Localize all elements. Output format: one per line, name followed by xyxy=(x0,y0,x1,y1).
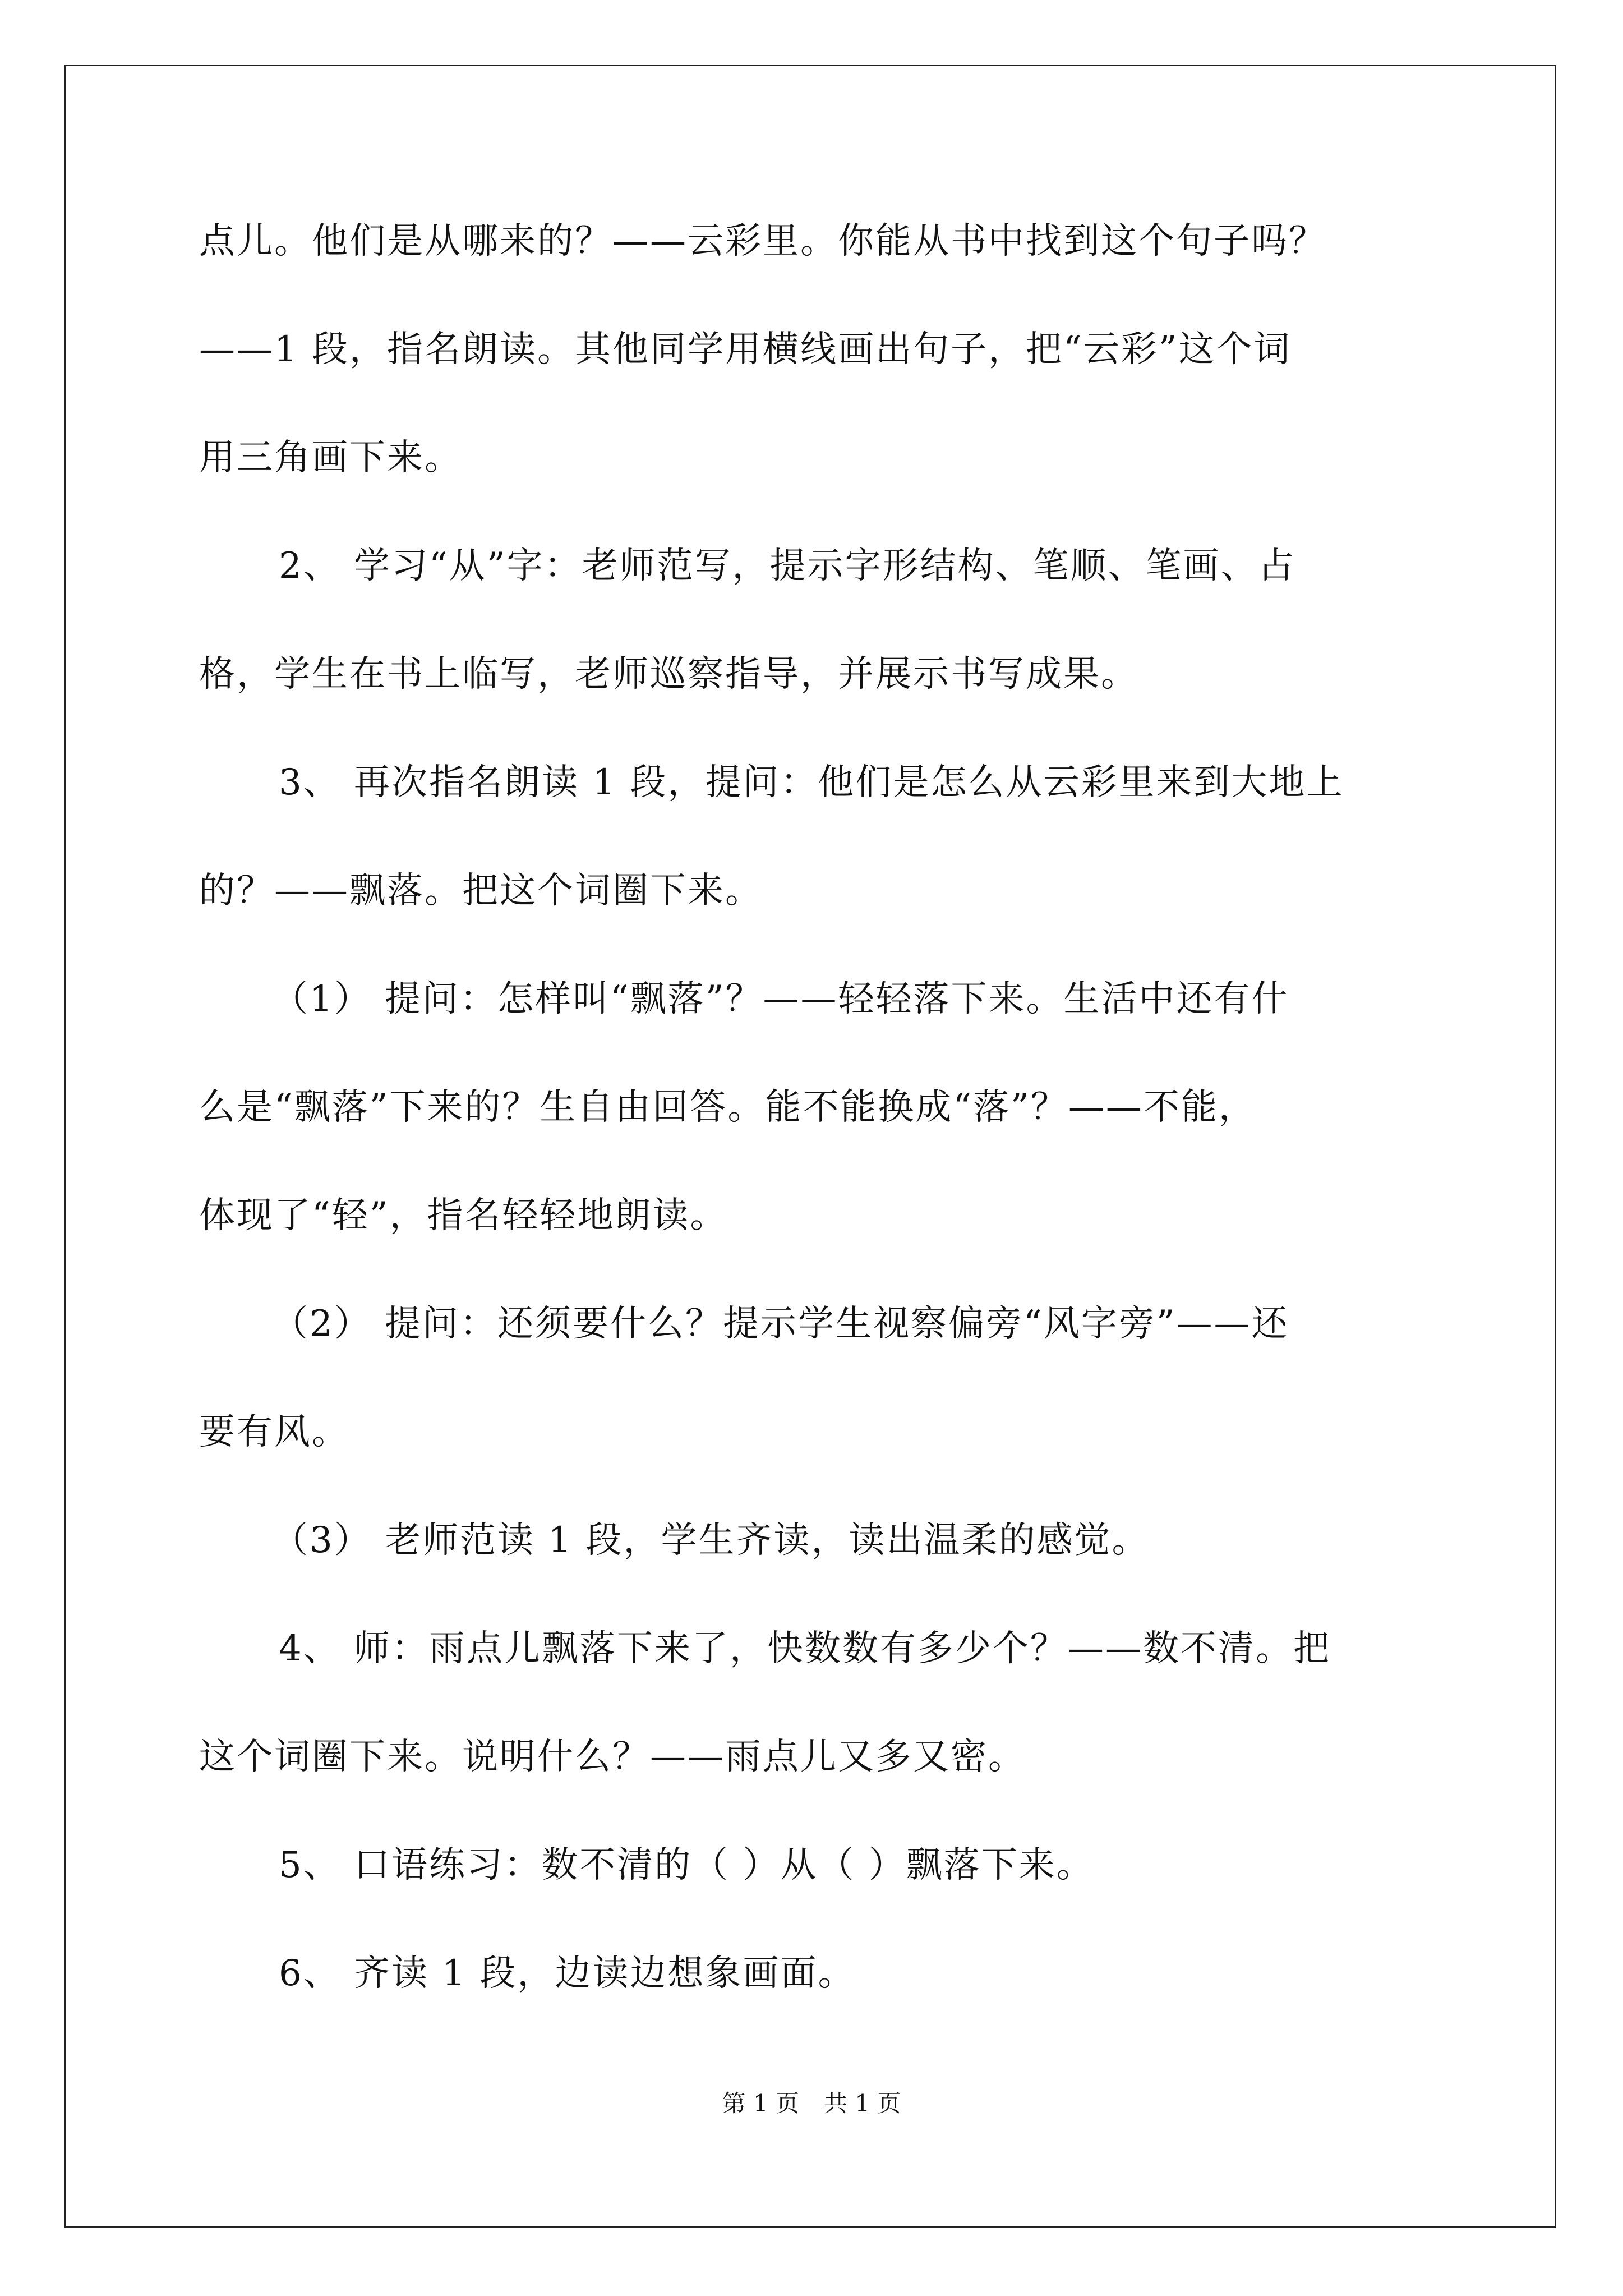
text-line: 格，学生在书上临写，老师巡察指导，并展示书写成果。 xyxy=(199,654,1138,695)
page-number: 第 1 页 xyxy=(722,2090,799,2117)
text-line: 要有风。 xyxy=(199,1411,349,1453)
text-line: 6、 齐读 1 段，边读边想象画面。 xyxy=(279,1953,856,1994)
text-line: 这个词圈下来。说明什么？——雨点儿又多又密。 xyxy=(199,1736,1026,1778)
text-line: 2、 学习“从”字：老师范写，提示字形结构、笔顺、笔画、占 xyxy=(279,545,1296,587)
text-line: 的？——飘落。把这个词圈下来。 xyxy=(199,870,763,912)
text-line: 4、 师：雨点儿飘落下来了，快数数有多少个？——数不清。把 xyxy=(279,1628,1331,1669)
page-border xyxy=(64,65,1556,2228)
text-line: （1） 提问：怎样叫“飘落”？——轻轻落下来。生活中还有什 xyxy=(272,978,1289,1020)
page-total: 共 1 页 xyxy=(824,2090,901,2117)
page-footer xyxy=(0,2087,1623,2120)
text-line: 3、 再次指名朗读 1 段，提问：他们是怎么从云彩里来到大地上 xyxy=(279,762,1344,803)
text-line: 用三角画下来。 xyxy=(199,437,462,478)
text-line: （3） 老师范读 1 段，学生齐读，读出温柔的感觉。 xyxy=(272,1520,1150,1561)
text-line: 5、 口语练习：数不清的（ ）从（ ）飘落下来。 xyxy=(279,1844,1094,1886)
text-line: （2） 提问：还须要什么？提示学生视察偏旁“风字旁”——还 xyxy=(272,1303,1289,1345)
text-line: 体现了“轻”，指名轻轻地朗读。 xyxy=(199,1195,728,1236)
text-line: ——1 段，指名朗读。其他同学用横线画出句子，把“云彩”这个词 xyxy=(199,329,1292,370)
text-line: 点儿。他们是从哪来的？——云彩里。你能从书中找到这个句子吗？ xyxy=(199,220,1326,262)
text-line: 么是“飘落”下来的？生自由回答。能不能换成“落”？——不能， xyxy=(199,1087,1256,1128)
